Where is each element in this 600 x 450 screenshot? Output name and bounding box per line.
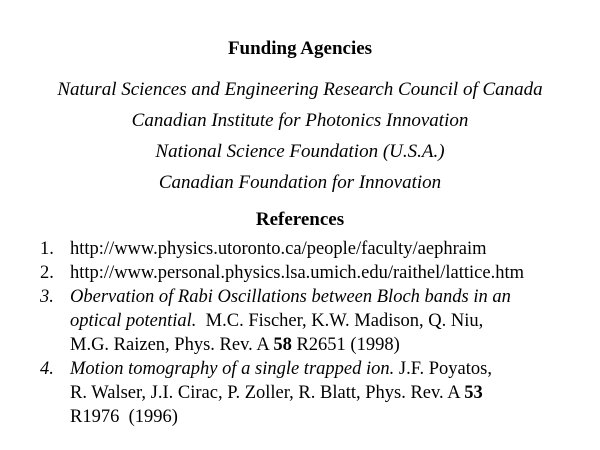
reference-item (40, 261, 595, 285)
reference-title: optical potential. (70, 311, 197, 331)
reference-authors: M.C. Fischer, K.W. Madison, Q. Niu, (196, 311, 484, 331)
reference-number: 2. (40, 263, 54, 283)
funding-heading: Funding Agencies (227, 38, 373, 59)
reference-citation: R2651 (1998) (291, 335, 400, 355)
reference-number: 1. (40, 239, 54, 259)
reference-number: 4. (40, 359, 54, 379)
reference-item (40, 237, 595, 261)
funding-agency: Natural Sciences and Engineering Research Council of Canada (57, 79, 543, 100)
reference-url: http://www.physics.utoronto.ca/people/faculty/aephraim (70, 239, 487, 259)
reference-authors: J.F. Poyatos, (394, 359, 492, 379)
reference-number: 3. (40, 287, 54, 307)
reference-item (40, 285, 595, 357)
reference-citation: M.G. Raizen, Phys. Rev. A (70, 335, 274, 355)
references-heading: References (255, 209, 345, 230)
reference-volume: 58 (273, 335, 292, 355)
reference-item (40, 357, 595, 429)
funding-agency: National Science Foundation (U.S.A.) (155, 141, 445, 162)
reference-authors: R. Walser, J.I. Cirac, P. Zoller, R. Blatt, Phys. Rev. A (70, 383, 465, 403)
funding-agency: Canadian Institute for Photonics Innovation (131, 110, 469, 131)
reference-url: http://www.personal.physics.lsa.umich.edu/raithel/lattice.htm (70, 263, 525, 283)
funding-agency-list (0, 78, 600, 202)
references-list (40, 237, 595, 429)
reference-title: Motion tomography of a single trapped ion. (70, 359, 395, 379)
funding-agency: Canadian Foundation for Innovation (158, 172, 442, 193)
reference-title: Obervation of Rabi Oscillations between Bloch bands in an (70, 287, 511, 307)
reference-volume: 53 (464, 383, 483, 403)
reference-citation: R1976 (1996) (70, 407, 178, 427)
